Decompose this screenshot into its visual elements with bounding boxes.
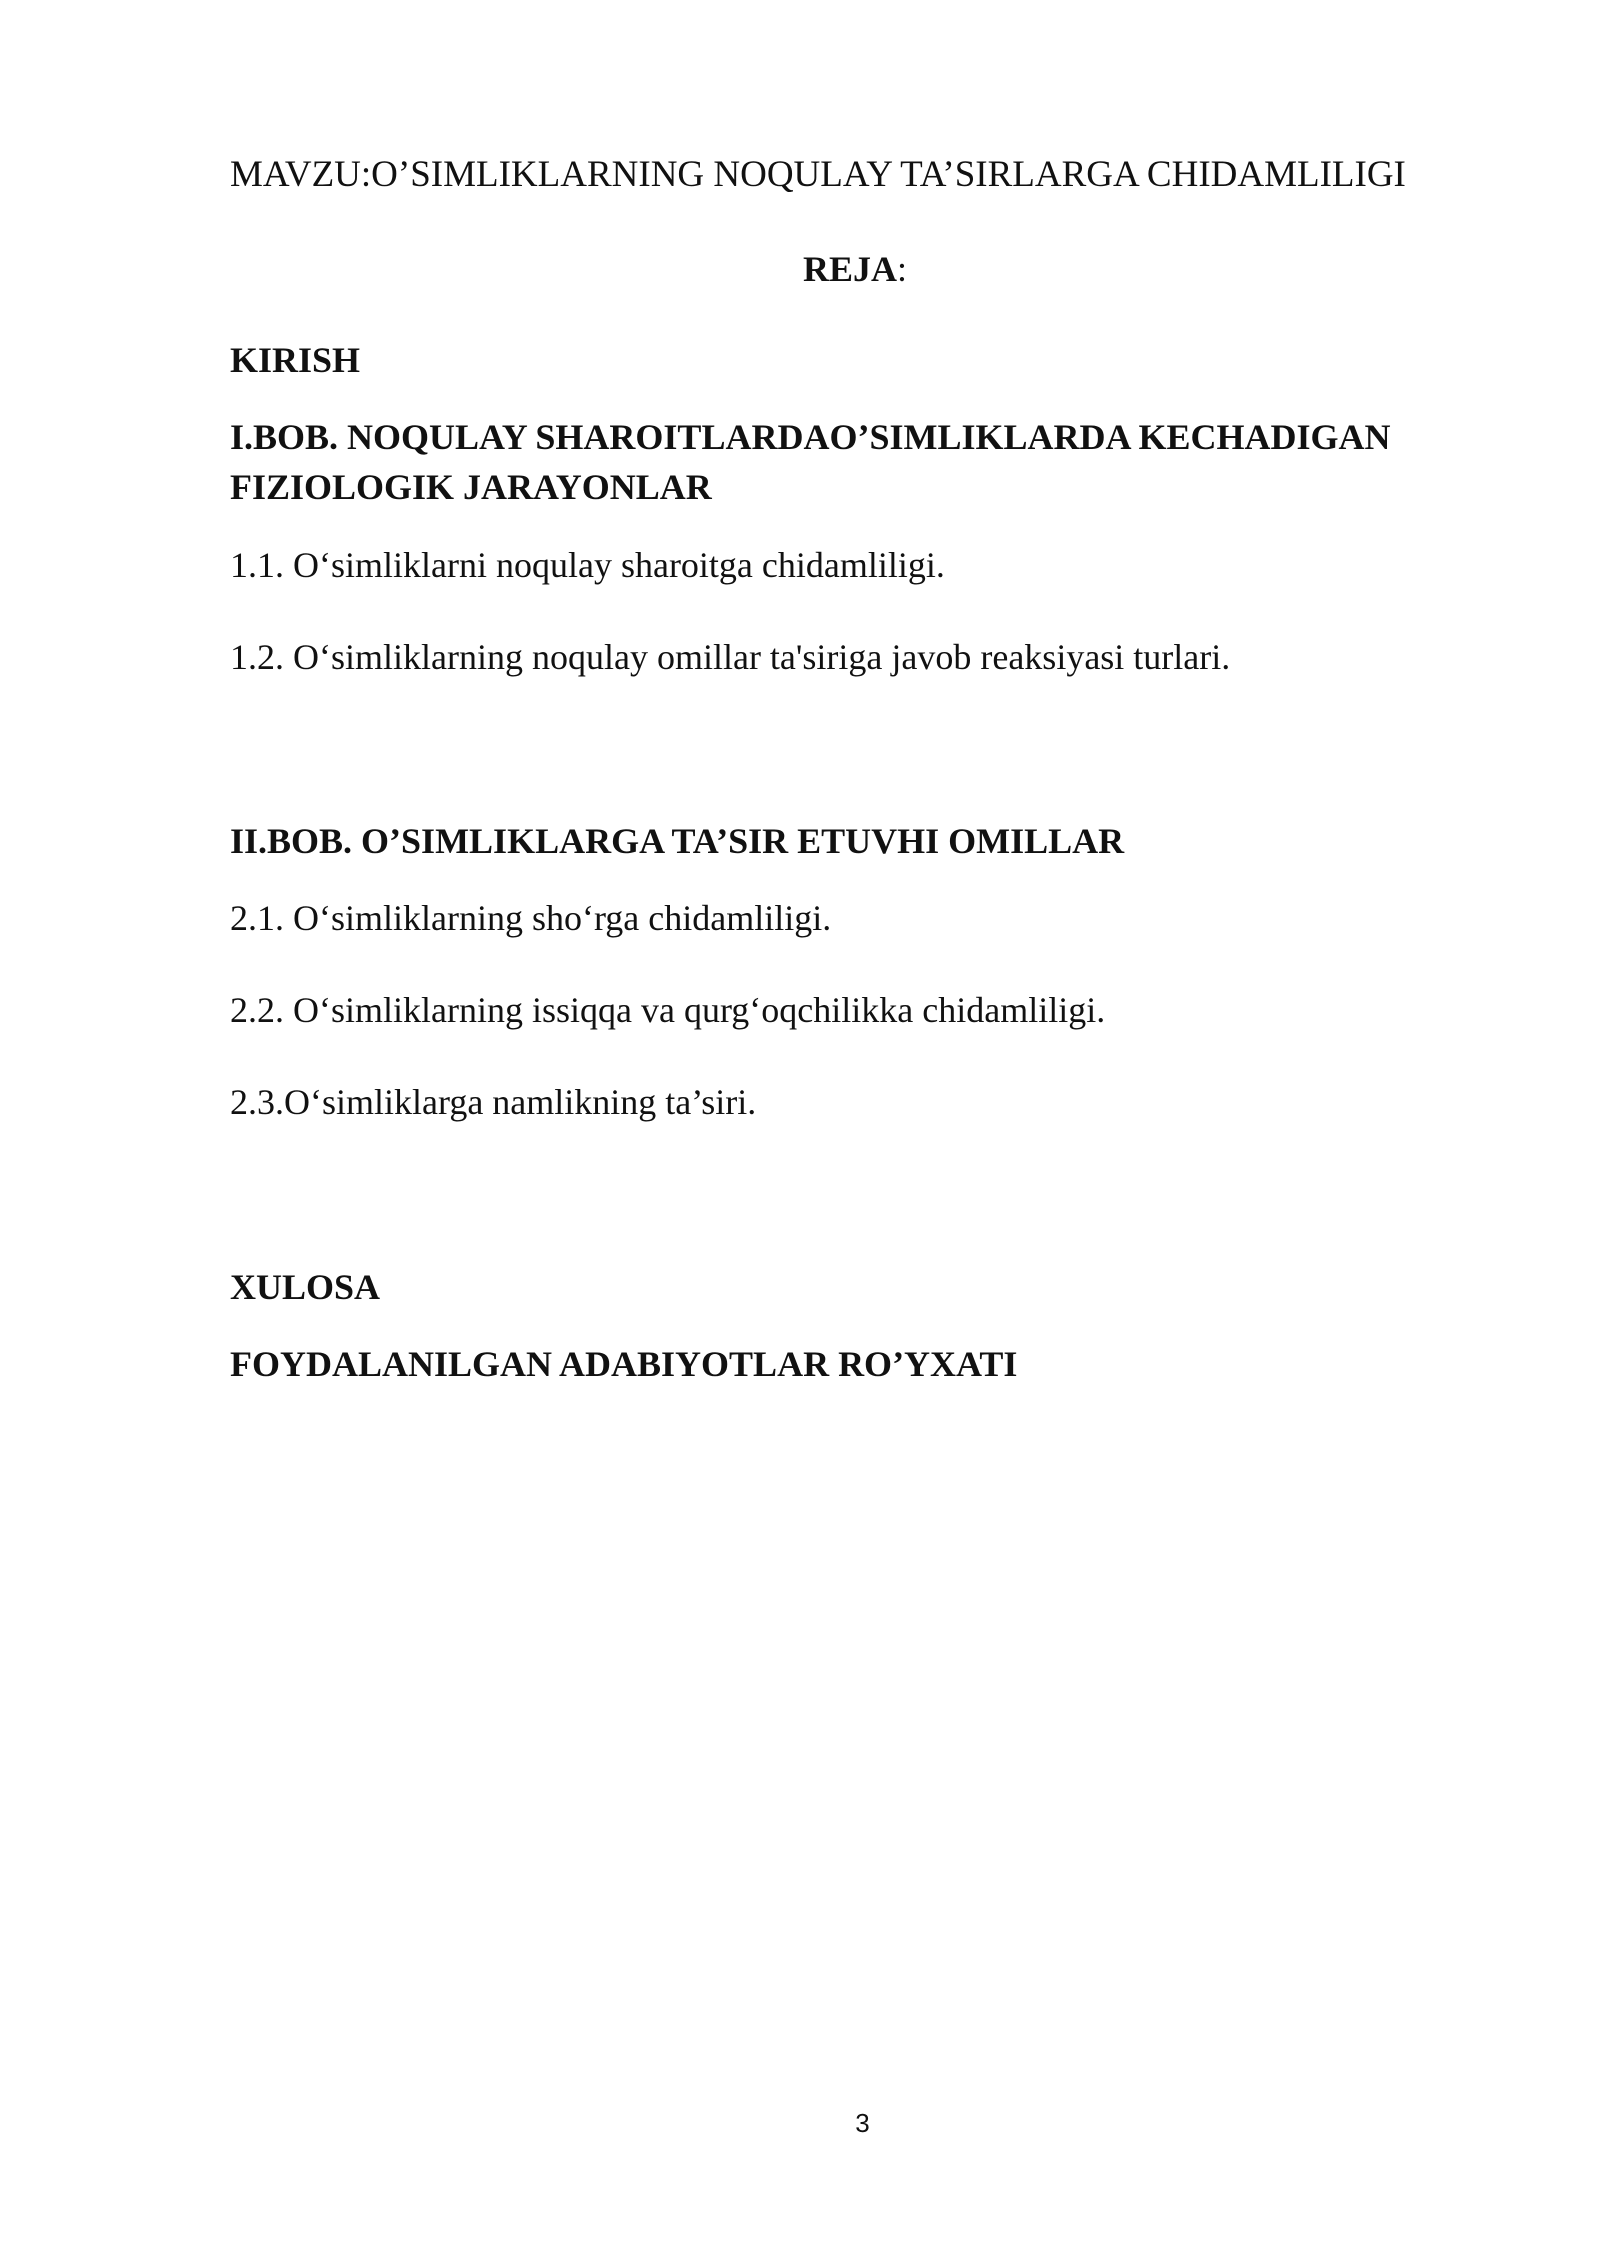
page-number: 3: [855, 2108, 870, 2138]
plan-heading: [0, 244, 1600, 294]
plan-heading-colon: :: [897, 249, 908, 289]
plan-heading-text: REJA: [802, 249, 897, 289]
chapter1-title-line1: I.BOB. NOQULAY SHAROITLARDAO’SIMLIKLARDA KECHADIGAN: [230, 417, 1391, 457]
chapter2-item-2: 2.2. O‘simliklarning issiqqa va qurg‘oqchilikka chidamliligi.: [230, 990, 1106, 1030]
chapter2-title: II.BOB. O’SIMLIKLARGA TA’SIR ETUVHI OMILLAR: [230, 821, 1125, 861]
chapter1-item-2: 1.2. O‘simliklarning noqulay omillar ta'siriga javob reaksiyasi turlari.: [230, 637, 1231, 677]
references-heading: FOYDALANILGAN ADABIYOTLAR RO’YXATI: [230, 1344, 1018, 1384]
chapter1-item-1: 1.1. O‘simliklarni noqulay sharoitga chidamliligi.: [230, 545, 945, 585]
chapter1-title-line2: FIZIOLOGIK JARAYONLAR: [230, 467, 712, 507]
chapter2-item-3: 2.3.O‘simliklarga namlikning ta’siri.: [230, 1082, 757, 1122]
topic-title: MAVZU:O’SIMLIKLARNING NOQULAY TA’SIRLARGA CHIDAMLILIGI: [230, 154, 1406, 195]
chapter2-item-1: 2.1. O‘simliklarning sho‘rga chidamliligi.: [230, 898, 832, 938]
intro-heading: KIRISH: [230, 340, 361, 380]
conclusion-heading: XULOSA: [230, 1267, 381, 1307]
